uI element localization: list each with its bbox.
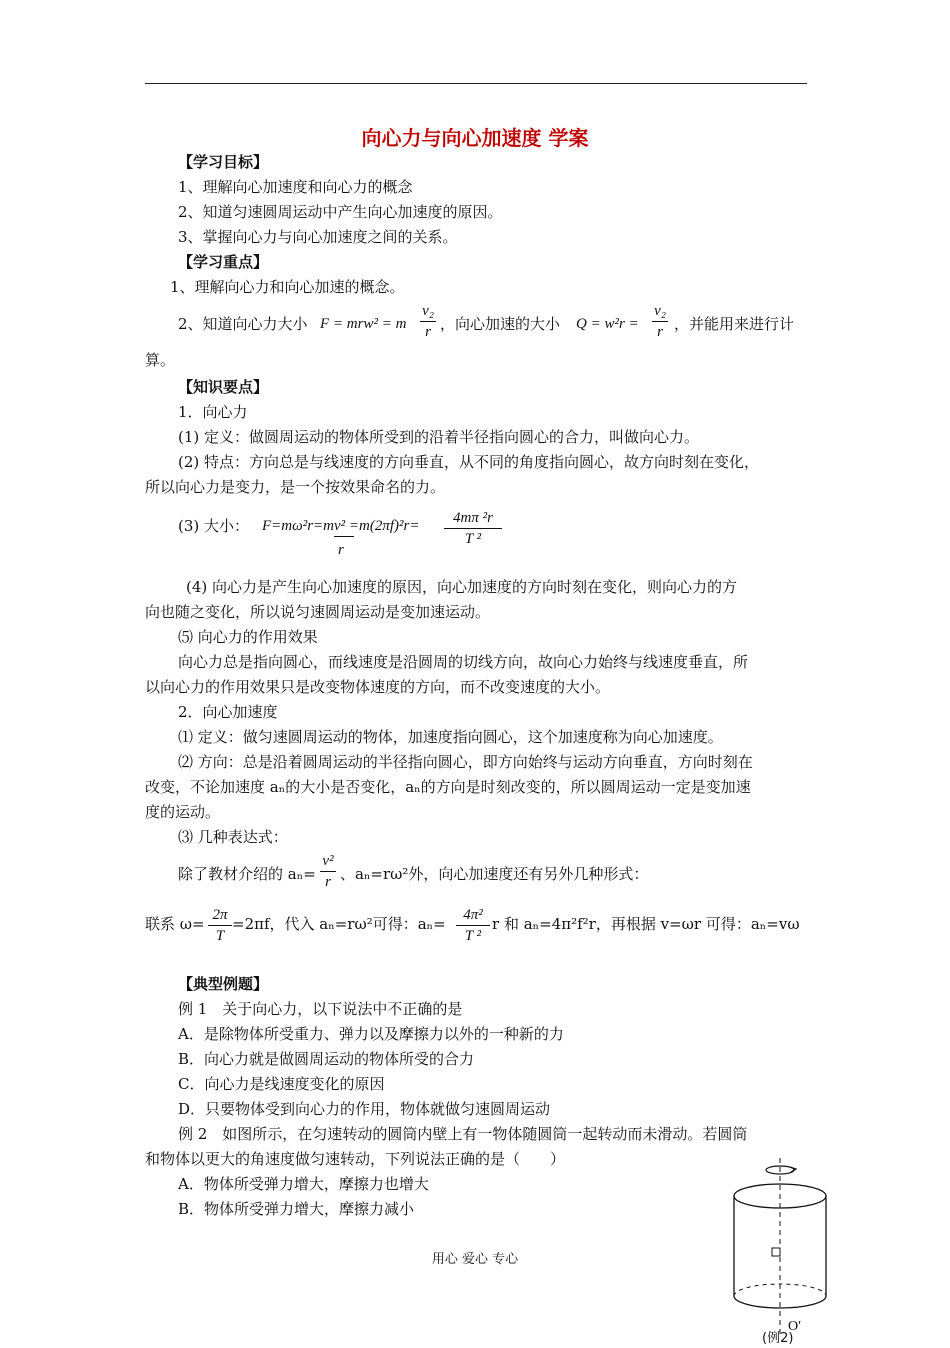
page-title: 向心力与向心加速度 学案 bbox=[361, 126, 589, 150]
k2-link-post: r 和 aₙ=4π²f²r，再根据 v=ωr 可得：aₙ=vω bbox=[492, 915, 800, 933]
focus-2-formula-2: Q = w²r = bbox=[576, 316, 639, 332]
block-object bbox=[772, 1248, 780, 1256]
example-2-option-b: B．物体所受弹力增大，摩擦力减小 bbox=[178, 1200, 415, 1218]
k2-def: ⑴ 定义：做匀速圆周运动的物体，加速度指向圆心，这个加速度称为向心加速度。 bbox=[178, 728, 723, 746]
k1-size-label: (3) 大小： bbox=[178, 517, 250, 535]
header-rule bbox=[145, 83, 807, 84]
fraction-bar bbox=[320, 871, 336, 872]
k2-link-fraction-1 bbox=[208, 906, 232, 945]
k1-size-formula: F=mω²r=mv² =m(2πf)²r= bbox=[262, 518, 420, 534]
k2-expr-fraction bbox=[320, 852, 336, 891]
k1-point-5: ⑸ 向心力的作用效果 bbox=[178, 628, 318, 646]
k2-link-pre: 联系 ω= bbox=[145, 915, 205, 933]
fraction-denominator: r bbox=[325, 874, 331, 890]
fraction-numerator: 4mπ ²r bbox=[453, 510, 493, 526]
fraction-bar bbox=[208, 925, 232, 926]
cylinder-figure bbox=[720, 1158, 840, 1344]
fraction-bar bbox=[420, 321, 436, 322]
knowledge-heading: 【知识要点】 bbox=[178, 378, 269, 396]
fraction-numerator: 2π bbox=[212, 907, 228, 923]
example-2-option-a: A．物体所受弹力增大，摩擦力也增大 bbox=[178, 1175, 429, 1193]
example-2-b: 和物体以更大的角速度做匀速转动，下列说法正确的是（ ） bbox=[145, 1150, 566, 1168]
k1-size-r: r bbox=[338, 542, 344, 558]
focus-1: 1、理解向心力和向心加速的概念。 bbox=[170, 278, 405, 296]
example-1-option-d: D．只要物体受到向心力的作用，物体就做匀速圆周运动 bbox=[178, 1100, 551, 1118]
goal-3: 3、掌握向心力与向心加速度之间的关系。 bbox=[178, 228, 458, 246]
k2-dir-b: 改变，不论加速度 aₙ的大小是否变化，aₙ的方向是时刻改变的，所以圆周运动一定是变加速 bbox=[145, 778, 751, 796]
goal-1: 1、理解向心加速度和向心力的概念 bbox=[178, 178, 413, 196]
arrowhead-icon bbox=[790, 1167, 796, 1172]
fraction-denominator: T bbox=[215, 928, 225, 944]
fraction-numerator: v₂ bbox=[422, 303, 434, 319]
focus-2-end: 算。 bbox=[145, 351, 176, 369]
k2-expr-post: 、aₙ=rω²外，向心加速度还有另外几种形式： bbox=[340, 865, 649, 883]
k1-feature-a: (2) 特点：方向总是与线速度的方向垂直，从不同的角度指向圆心，故方向时刻在变化， bbox=[178, 453, 760, 471]
focus-2-text-b: ，向心加速的大小 bbox=[440, 315, 561, 333]
k2-title: 2．向心加速度 bbox=[178, 703, 278, 721]
example-1-option-a: A．是除物体所受重力、弹力以及摩擦力以外的一种新的力 bbox=[178, 1025, 564, 1043]
fraction-denominator: T ² bbox=[464, 531, 482, 547]
focus-2-text-a: 2、知道向心力大小 bbox=[178, 315, 308, 333]
examples-heading: 【典型例题】 bbox=[178, 975, 269, 993]
fraction-numerator: 4π² bbox=[463, 907, 483, 923]
focus-2-fraction-2 bbox=[652, 302, 668, 341]
fraction-numerator: v₂ bbox=[654, 303, 666, 319]
k1-feature-b: 所以向心力是变力，是一个按效果命名的力。 bbox=[145, 478, 446, 496]
example-1: 例 1 关于向心力，以下说法中不正确的是 bbox=[178, 1000, 463, 1018]
k2-dir-a: ⑵ 方向：总是沿着圆周运动的半径指向圆心，即方向始终与运动方向垂直，方向时刻在 bbox=[178, 753, 753, 771]
k2-dir-c: 度的运动。 bbox=[145, 803, 221, 821]
k2-link-mid: =2πf，代入 aₙ=rω²可得：aₙ= bbox=[232, 915, 446, 933]
example-1-option-c: C．向心力是线速度变化的原因 bbox=[178, 1075, 385, 1093]
k1-title: 1．向心力 bbox=[178, 403, 248, 421]
fraction-denominator: r bbox=[657, 324, 663, 340]
k1-point-4b: 向也随之变化，所以说匀速圆周运动是变加速运动。 bbox=[145, 603, 491, 621]
k1-def: (1) 定义：做圆周运动的物体所受到的沿着半径指向圆心的合力，叫做向心力。 bbox=[178, 428, 700, 446]
focus-heading: 【学习重点】 bbox=[178, 253, 269, 271]
k1-point-5a: 向心力总是指向圆心，而线速度是沿圆周的切线方向，故向心力始终与线速度垂直，所 bbox=[178, 653, 749, 671]
fraction-denominator: T ² bbox=[464, 928, 482, 944]
k1-point-5b: 以向心力的作用效果只是改变物体速度的方向，而不改变速度的大小。 bbox=[145, 678, 611, 696]
fraction-bar bbox=[652, 321, 668, 322]
k2-expr-pre: 除了教材介绍的 aₙ= bbox=[178, 865, 316, 883]
axis-label-o: O′ bbox=[788, 1319, 802, 1334]
k2-link-fraction-2 bbox=[456, 906, 490, 945]
focus-2-formula-1: F = mrw² = m bbox=[320, 316, 407, 332]
fraction-bar bbox=[444, 528, 502, 529]
figure-caption: (例2) bbox=[762, 1331, 794, 1344]
example-1-option-b: B．向心力就是做圆周运动的物体所受的合力 bbox=[178, 1050, 475, 1068]
focus-2-fraction-1 bbox=[420, 302, 436, 341]
example-2-a: 例 2 如图所示，在匀速转动的圆筒内壁上有一物体随圆筒一起转动而未滑动。若圆筒 bbox=[178, 1125, 748, 1143]
goals-heading: 【学习目标】 bbox=[178, 153, 269, 171]
cylinder-diagram bbox=[720, 1158, 840, 1344]
fraction-denominator: r bbox=[425, 324, 431, 340]
goal-2: 2、知道匀速圆周运动中产生向心加速度的原因。 bbox=[178, 203, 503, 221]
fraction-bar bbox=[456, 925, 490, 926]
k2-expr-title: ⑶ 几种表达式： bbox=[178, 828, 288, 846]
footer-text: 用心 爱心 专心 bbox=[431, 1252, 519, 1267]
k1-size-fraction-bar-1 bbox=[334, 536, 354, 537]
focus-2-text-c: ，并能用来进行计 bbox=[674, 315, 795, 333]
fraction-numerator: v² bbox=[322, 853, 334, 869]
k1-size-fraction bbox=[444, 509, 502, 548]
k1-point-4a: (4) 向心力是产生向心加速度的原因，向心加速度的方向时刻在变化，则向心力的方 bbox=[186, 578, 738, 596]
